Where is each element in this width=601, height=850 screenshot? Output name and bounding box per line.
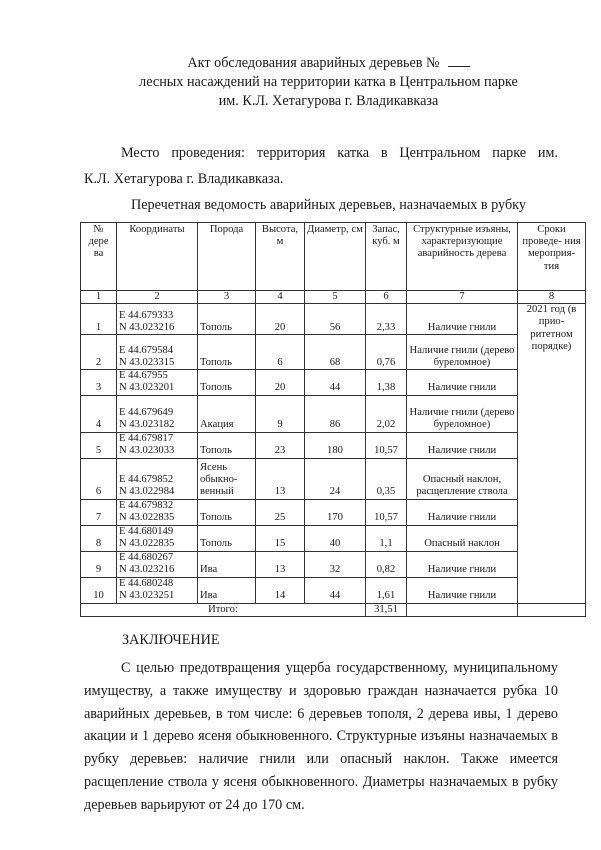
coord-n: N 43.023216: [119, 564, 175, 576]
defects-cell: Наличие гнили: [407, 370, 518, 395]
coord-e: E 44.679333: [119, 309, 174, 321]
title-line-2: лесных насаждений на территории катка в Центральном парке: [139, 74, 518, 90]
volume-cell: 1,1: [366, 525, 407, 551]
table-row: [81, 551, 586, 577]
species-cell: Тополь: [198, 335, 256, 370]
height-cell: 25: [256, 499, 305, 525]
tree-number-cell: 2: [81, 335, 117, 370]
header-cell: Запас, куб. м: [366, 223, 407, 291]
species-cell: Ива: [198, 551, 256, 577]
coord-e: E 44.680248: [119, 578, 174, 590]
diameter-cell: 86: [305, 395, 366, 432]
coord-n: N 43.023033: [119, 445, 175, 457]
total-row: [81, 603, 586, 616]
diameter-cell: 40: [305, 525, 366, 551]
table-row: [81, 499, 586, 525]
tree-number-cell: 9: [81, 551, 117, 577]
defects-cell: Наличие гнили: [407, 499, 518, 525]
height-cell: 23: [256, 432, 305, 458]
header-cell: Порода: [198, 223, 256, 291]
table-row: [81, 577, 586, 603]
tree-number-cell: 6: [81, 458, 117, 499]
place-line-1: Место проведения: территория катка в Центральном парке им.: [121, 145, 558, 161]
coordinates-cell: [117, 458, 198, 499]
height-cell: 20: [256, 304, 305, 335]
table-row: [81, 395, 586, 432]
height-cell: 9: [256, 395, 305, 432]
species-cell: Акация: [198, 395, 256, 432]
tree-number-cell: 3: [81, 370, 117, 395]
tree-number-cell: 5: [81, 432, 117, 458]
header-cell: Структурные изъяны, характеризующие аварийность дерева: [407, 223, 518, 291]
coord-n: N 43.022984: [119, 486, 175, 498]
title-line-1: Акт обследования аварийных деревьев №: [187, 55, 440, 71]
coordinates-cell: [117, 577, 198, 603]
table-row: [81, 335, 586, 370]
coord-e: E 44.679584: [119, 344, 174, 356]
conclusion-heading: ЗАКЛЮЧЕНИЕ: [122, 632, 220, 648]
coordinates-cell: [117, 525, 198, 551]
coordinates-cell: [117, 304, 198, 335]
coordinates-cell: [117, 370, 198, 395]
document-title: [80, 54, 577, 111]
trees-table: [80, 222, 586, 617]
header-cell: Сроки проведе- ния мероприя- тия: [518, 223, 586, 291]
defects-cell: Опасный наклон: [407, 525, 518, 551]
coord-n: N 43.022835: [119, 512, 175, 524]
header-cell: Диаметр, см: [305, 223, 366, 291]
diameter-cell: 68: [305, 335, 366, 370]
total-empty-cell: [407, 603, 518, 616]
defects-cell: Наличие гнили (дерево буреломное): [407, 335, 518, 370]
coordinates-cell: [117, 432, 198, 458]
column-number: 2: [117, 291, 198, 304]
volume-cell: 0,82: [366, 551, 407, 577]
tree-number-cell: 4: [81, 395, 117, 432]
header-cell: № дере ва: [81, 223, 117, 291]
volume-cell: 0,35: [366, 458, 407, 499]
conclusion-text: С целью предотвращения ущерба государственному, муниципальному имуществу, а также имуществу и здоровью граждан назначается рубка 10 аварийных деревьев, в том числе: 6 деревьев тополя, 2 дерева ивы, 1 дерево акации и 1 дерево ясеня обыкновенного. Структурные изъяны назначаемых в рубку деревьев: наличие гнили или опасный наклон. Также имеется расщепление ствола у ясеня обыкновенного. Диаметры назначаемых в рубку деревьев варьируют от 24 до 170 см.: [84, 660, 558, 813]
coord-n: N 43.023201: [119, 382, 175, 394]
total-label: Итого:: [81, 603, 366, 616]
species-cell: Ива: [198, 577, 256, 603]
place-paragraph: [84, 140, 558, 192]
table-row: [81, 304, 586, 335]
volume-cell: 0,76: [366, 335, 407, 370]
term-cell: 2021 год (в прио- ритетном порядке): [518, 304, 586, 603]
species-cell: Тополь: [198, 499, 256, 525]
coord-n: N 43.023315: [119, 357, 175, 368]
tree-number-cell: 1: [81, 304, 117, 335]
defects-cell: Опасный наклон, расщепление ствола: [407, 458, 518, 499]
coord-e: E 44.679832: [119, 500, 174, 512]
total-volume: 31,51: [366, 603, 407, 616]
diameter-cell: 180: [305, 432, 366, 458]
coordinates-cell: [117, 551, 198, 577]
title-line-3: им. К.Л. Хетагурова г. Владикавказа: [218, 93, 439, 109]
diameter-cell: 24: [305, 458, 366, 499]
volume-cell: 1,61: [366, 577, 407, 603]
column-number: 7: [407, 291, 518, 304]
list-heading: Перечетная ведомость аварийных деревьев, назначаемых в рубку: [131, 197, 526, 213]
place-line-2: К.Л. Хетагурова г. Владикавказа.: [84, 171, 284, 187]
coord-e: E 44.679817: [119, 433, 174, 445]
diameter-cell: 56: [305, 304, 366, 335]
column-number: 4: [256, 291, 305, 304]
volume-cell: 1,38: [366, 370, 407, 395]
table-row: [81, 370, 586, 395]
tree-number-cell: 7: [81, 499, 117, 525]
species-cell: Тополь: [198, 432, 256, 458]
coordinates-cell: [117, 335, 198, 370]
diameter-cell: 44: [305, 370, 366, 395]
coord-e: E 44.679649: [119, 407, 174, 419]
defects-cell: Наличие гнили: [407, 432, 518, 458]
coordinates-cell: [117, 499, 198, 525]
diameter-cell: 44: [305, 577, 366, 603]
height-cell: 13: [256, 458, 305, 499]
height-cell: 6: [256, 335, 305, 370]
species-cell: Тополь: [198, 304, 256, 335]
table-header-row: [81, 223, 586, 291]
defects-cell: Наличие гнили: [407, 551, 518, 577]
volume-cell: 2,02: [366, 395, 407, 432]
column-number-row: [81, 291, 586, 304]
defects-cell: Наличие гнили: [407, 304, 518, 335]
coordinates-cell: [117, 395, 198, 432]
species-cell: Тополь: [198, 525, 256, 551]
height-cell: 20: [256, 370, 305, 395]
coord-n: N 43.023251: [119, 590, 175, 602]
column-number: 6: [366, 291, 407, 304]
height-cell: 14: [256, 577, 305, 603]
header-cell: Высота, м: [256, 223, 305, 291]
coord-e: E 44.679852: [119, 474, 174, 486]
act-number-blank: [448, 54, 470, 67]
conclusion-paragraph: [84, 657, 558, 817]
coord-n: N 43.022835: [119, 538, 175, 550]
species-cell: Ясень обыкно- венный: [198, 458, 256, 499]
tree-number-cell: 10: [81, 577, 117, 603]
volume-cell: 10,57: [366, 432, 407, 458]
table-row: [81, 432, 586, 458]
column-number: 8: [518, 291, 586, 304]
table-row: [81, 525, 586, 551]
coord-e: E 44.680149: [119, 526, 174, 538]
total-empty-cell: [518, 603, 586, 616]
coord-e: E 44.67955: [119, 370, 168, 382]
column-number: 1: [81, 291, 117, 304]
volume-cell: 10,57: [366, 499, 407, 525]
tree-number-cell: 8: [81, 525, 117, 551]
header-cell: Координаты: [117, 223, 198, 291]
height-cell: 13: [256, 551, 305, 577]
coord-n: N 43.023216: [119, 322, 175, 333]
diameter-cell: 32: [305, 551, 366, 577]
column-number: 5: [305, 291, 366, 304]
column-number: 3: [198, 291, 256, 304]
diameter-cell: 170: [305, 499, 366, 525]
defects-cell: Наличие гнили (дерево буреломное): [407, 395, 518, 432]
coord-n: N 43.023182: [119, 419, 175, 431]
coord-e: E 44.680267: [119, 552, 174, 564]
table-row: [81, 458, 586, 499]
species-cell: Тополь: [198, 370, 256, 395]
defects-cell: Наличие гнили: [407, 577, 518, 603]
height-cell: 15: [256, 525, 305, 551]
volume-cell: 2,33: [366, 304, 407, 335]
